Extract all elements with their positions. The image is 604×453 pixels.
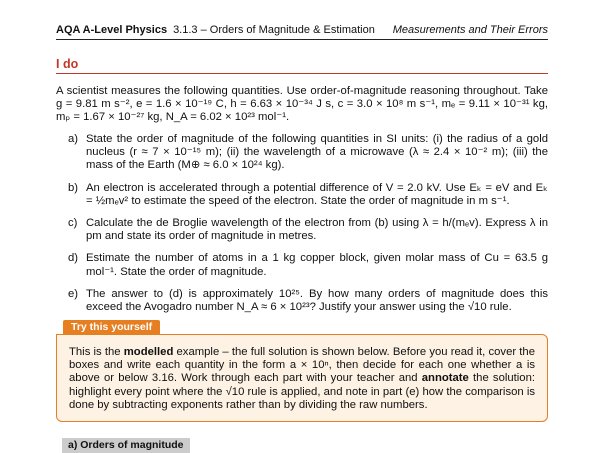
section-rule [56,73,548,74]
box-text: example – the full solution is shown below. Before you read it, cover the boxes and write each quantity in the form a × 10ⁿ, then decide for each one whether a is above or below 3.16. Work through each part with your teacher and [69,346,535,385]
box-text: the solution: highlight every point where the √10 rule is applied, and note in part (e) how the comparison is done by subtracting exponents rather than by dividing the raw numbers. [69,372,536,411]
header-left [56,24,375,36]
question-text: Calculate the de Broglie wavelength of the electron from (b) using λ = h/(mₑv). Express λ in pm and state its order of magnitude in metres. [86,217,548,243]
question-label: b) [68,181,79,194]
subsection-heading: a) Orders of magnitude [62,438,190,453]
running-header [56,18,548,40]
question-text: State the order of magnitude of the following quantities in SI units: (i) the radius of a gold nucleus (r ≈ 7 × 10⁻¹⁵ m); (ii) the wavelength of a microwave (λ ≈ 2.4 × 10⁻² m); (iii) the mass of the Earth (M⊕ ≈ 6.0 × 10²⁴ kg). [86,133,548,172]
question-label: e) [68,287,79,300]
box-emphasis-annotate: annotate [421,372,469,385]
question-a [56,133,548,173]
book-title: AQA A-Level Physics [56,24,168,36]
question-c [56,217,548,243]
question-list [56,133,548,323]
topic-title: Measurements and Their Errors [392,24,548,36]
question-e [56,288,548,314]
try-this-yourself-tab: Try this yourself [63,320,160,334]
question-label: a) [68,133,79,145]
box-emphasis-modelled: modelled [123,346,174,358]
question-text: The answer to (d) is approximately 10²⁵. By how many orders of magnitude does this exceed the Avogadro number N_A ≈ 6 × 10²³? Justify your answer using the √10 rule. [86,287,548,314]
question-b [56,182,548,208]
try-this-yourself-box [56,334,548,422]
question-label: c) [68,217,78,230]
question-d [56,252,548,278]
intro-paragraph: A scientist measures the following quantities. Use order-of-magnitude reasoning throughout. Take g = 9.81 m s⁻², e = 1.6 × 10⁻¹⁹ C, h = 6.63 × 10⁻³⁴ J s, c = 3.0 × 10⁸ m s⁻¹, mₑ = 9.11 × 10⁻³¹ kg, mₚ = 1.67 × 10⁻²⁷ kg, N_A = 6.02 × 10²³ mol⁻¹. [56,85,548,124]
box-text: This is the [69,346,124,358]
question-text: Estimate the number of atoms in a 1 kg copper block, given molar mass of Cu = 63.5 g mol⁻¹. State the order of magnitude. [86,252,548,278]
question-text: An electron is accelerated through a potential difference of V = 2.0 kV. Use Eₖ = eV and Eₖ = ½mₑv² to estimate the speed of the electron. State the order of magnitude in m s⁻¹. [86,181,548,207]
section-title: 3.1.3 – Orders of Magnitude & Estimation [173,24,375,36]
question-label: d) [68,252,79,265]
section-heading: I do [56,57,79,71]
